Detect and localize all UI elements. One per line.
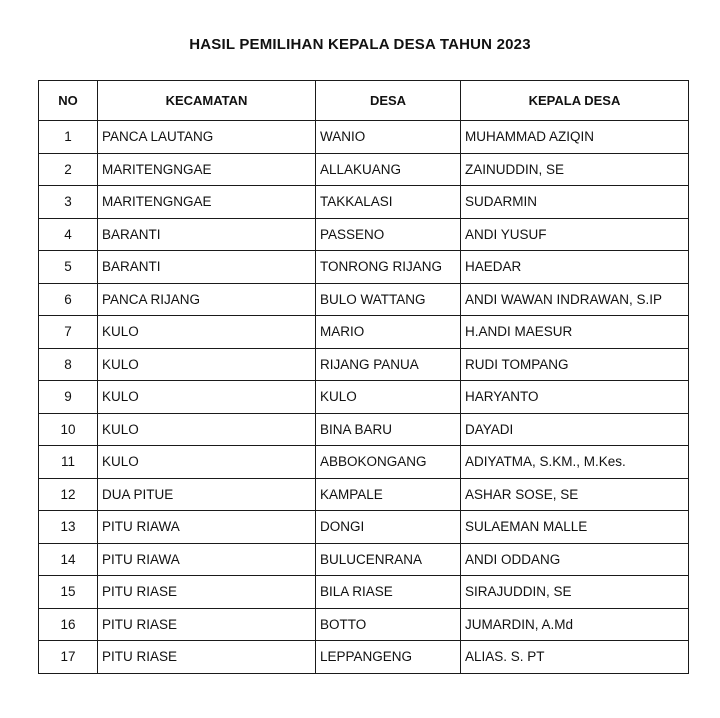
cell-no: 8 — [39, 348, 98, 381]
results-table — [38, 80, 689, 674]
table-row — [39, 381, 689, 414]
cell-desa: KAMPALE — [316, 478, 461, 511]
cell-desa: TAKKALASI — [316, 186, 461, 219]
cell-kepala-desa: JUMARDIN, A.Md — [461, 608, 689, 641]
cell-kepala-desa: HARYANTO — [461, 381, 689, 414]
cell-kecamatan: KULO — [98, 316, 316, 349]
cell-kecamatan: PITU RIASE — [98, 608, 316, 641]
table-row — [39, 576, 689, 609]
cell-kepala-desa: ASHAR SOSE, SE — [461, 478, 689, 511]
table-row — [39, 478, 689, 511]
cell-no: 2 — [39, 153, 98, 186]
cell-no: 17 — [39, 641, 98, 674]
cell-no: 15 — [39, 576, 98, 609]
cell-desa: MARIO — [316, 316, 461, 349]
header-no: NO — [39, 81, 98, 121]
cell-kepala-desa: ANDI WAWAN INDRAWAN, S.IP — [461, 283, 689, 316]
cell-kecamatan: BARANTI — [98, 251, 316, 284]
page-title: HASIL PEMILIHAN KEPALA DESA TAHUN 2023 — [189, 36, 531, 53]
cell-kepala-desa: SULAEMAN MALLE — [461, 511, 689, 544]
cell-desa: BINA BARU — [316, 413, 461, 446]
cell-desa: BOTTO — [316, 608, 461, 641]
cell-kecamatan: BARANTI — [98, 218, 316, 251]
cell-desa: BULUCENRANA — [316, 543, 461, 576]
table-row — [39, 446, 689, 479]
cell-no: 5 — [39, 251, 98, 284]
cell-kecamatan: PANCA RIJANG — [98, 283, 316, 316]
table-row — [39, 153, 689, 186]
table-row — [39, 511, 689, 544]
table-row — [39, 608, 689, 641]
table-row — [39, 543, 689, 576]
cell-kecamatan: KULO — [98, 381, 316, 414]
cell-kepala-desa: ADIYATMA, S.KM., M.Kes. — [461, 446, 689, 479]
header-kepala-desa: KEPALA DESA — [461, 81, 689, 121]
cell-kepala-desa: DAYADI — [461, 413, 689, 446]
table-row — [39, 218, 689, 251]
table-row — [39, 251, 689, 284]
cell-kepala-desa: HAEDAR — [461, 251, 689, 284]
table-row — [39, 348, 689, 381]
cell-no: 12 — [39, 478, 98, 511]
table-body — [39, 121, 689, 674]
cell-kepala-desa: ANDI ODDANG — [461, 543, 689, 576]
cell-desa: DONGI — [316, 511, 461, 544]
cell-no: 14 — [39, 543, 98, 576]
cell-kepala-desa: MUHAMMAD AZIQIN — [461, 121, 689, 154]
cell-desa: BILA RIASE — [316, 576, 461, 609]
cell-no: 16 — [39, 608, 98, 641]
cell-kecamatan: KULO — [98, 413, 316, 446]
cell-no: 13 — [39, 511, 98, 544]
table-row — [39, 186, 689, 219]
cell-no: 10 — [39, 413, 98, 446]
cell-no: 1 — [39, 121, 98, 154]
cell-no: 4 — [39, 218, 98, 251]
cell-kecamatan: PITU RIASE — [98, 576, 316, 609]
table-row — [39, 121, 689, 154]
cell-kepala-desa: SUDARMIN — [461, 186, 689, 219]
cell-desa: WANIO — [316, 121, 461, 154]
cell-desa: RIJANG PANUA — [316, 348, 461, 381]
cell-desa: KULO — [316, 381, 461, 414]
cell-kecamatan: MARITENGNGAE — [98, 153, 316, 186]
cell-desa: PASSENO — [316, 218, 461, 251]
cell-kecamatan: PITU RIAWA — [98, 511, 316, 544]
cell-no: 11 — [39, 446, 98, 479]
header-kecamatan: KECAMATAN — [98, 81, 316, 121]
cell-kecamatan: PITU RIASE — [98, 641, 316, 674]
cell-kecamatan: DUA PITUE — [98, 478, 316, 511]
cell-no: 6 — [39, 283, 98, 316]
cell-desa: LEPPANGENG — [316, 641, 461, 674]
cell-kecamatan: PANCA LAUTANG — [98, 121, 316, 154]
table-row — [39, 641, 689, 674]
header-desa: DESA — [316, 81, 461, 121]
cell-desa: ALLAKUANG — [316, 153, 461, 186]
cell-no: 7 — [39, 316, 98, 349]
cell-kepala-desa: ANDI YUSUF — [461, 218, 689, 251]
cell-kecamatan: PITU RIAWA — [98, 543, 316, 576]
table-row — [39, 316, 689, 349]
table-row — [39, 413, 689, 446]
cell-desa: ABBOKONGANG — [316, 446, 461, 479]
cell-kecamatan: KULO — [98, 348, 316, 381]
cell-kepala-desa: ALIAS. S. PT — [461, 641, 689, 674]
cell-kepala-desa: H.ANDI MAESUR — [461, 316, 689, 349]
cell-kepala-desa: ZAINUDDIN, SE — [461, 153, 689, 186]
cell-kepala-desa: SIRAJUDDIN, SE — [461, 576, 689, 609]
cell-kepala-desa: RUDI TOMPANG — [461, 348, 689, 381]
cell-kecamatan: KULO — [98, 446, 316, 479]
table-row — [39, 283, 689, 316]
table-header-row — [39, 81, 689, 121]
cell-no: 3 — [39, 186, 98, 219]
cell-kecamatan: MARITENGNGAE — [98, 186, 316, 219]
cell-desa: BULO WATTANG — [316, 283, 461, 316]
cell-desa: TONRONG RIJANG — [316, 251, 461, 284]
cell-no: 9 — [39, 381, 98, 414]
